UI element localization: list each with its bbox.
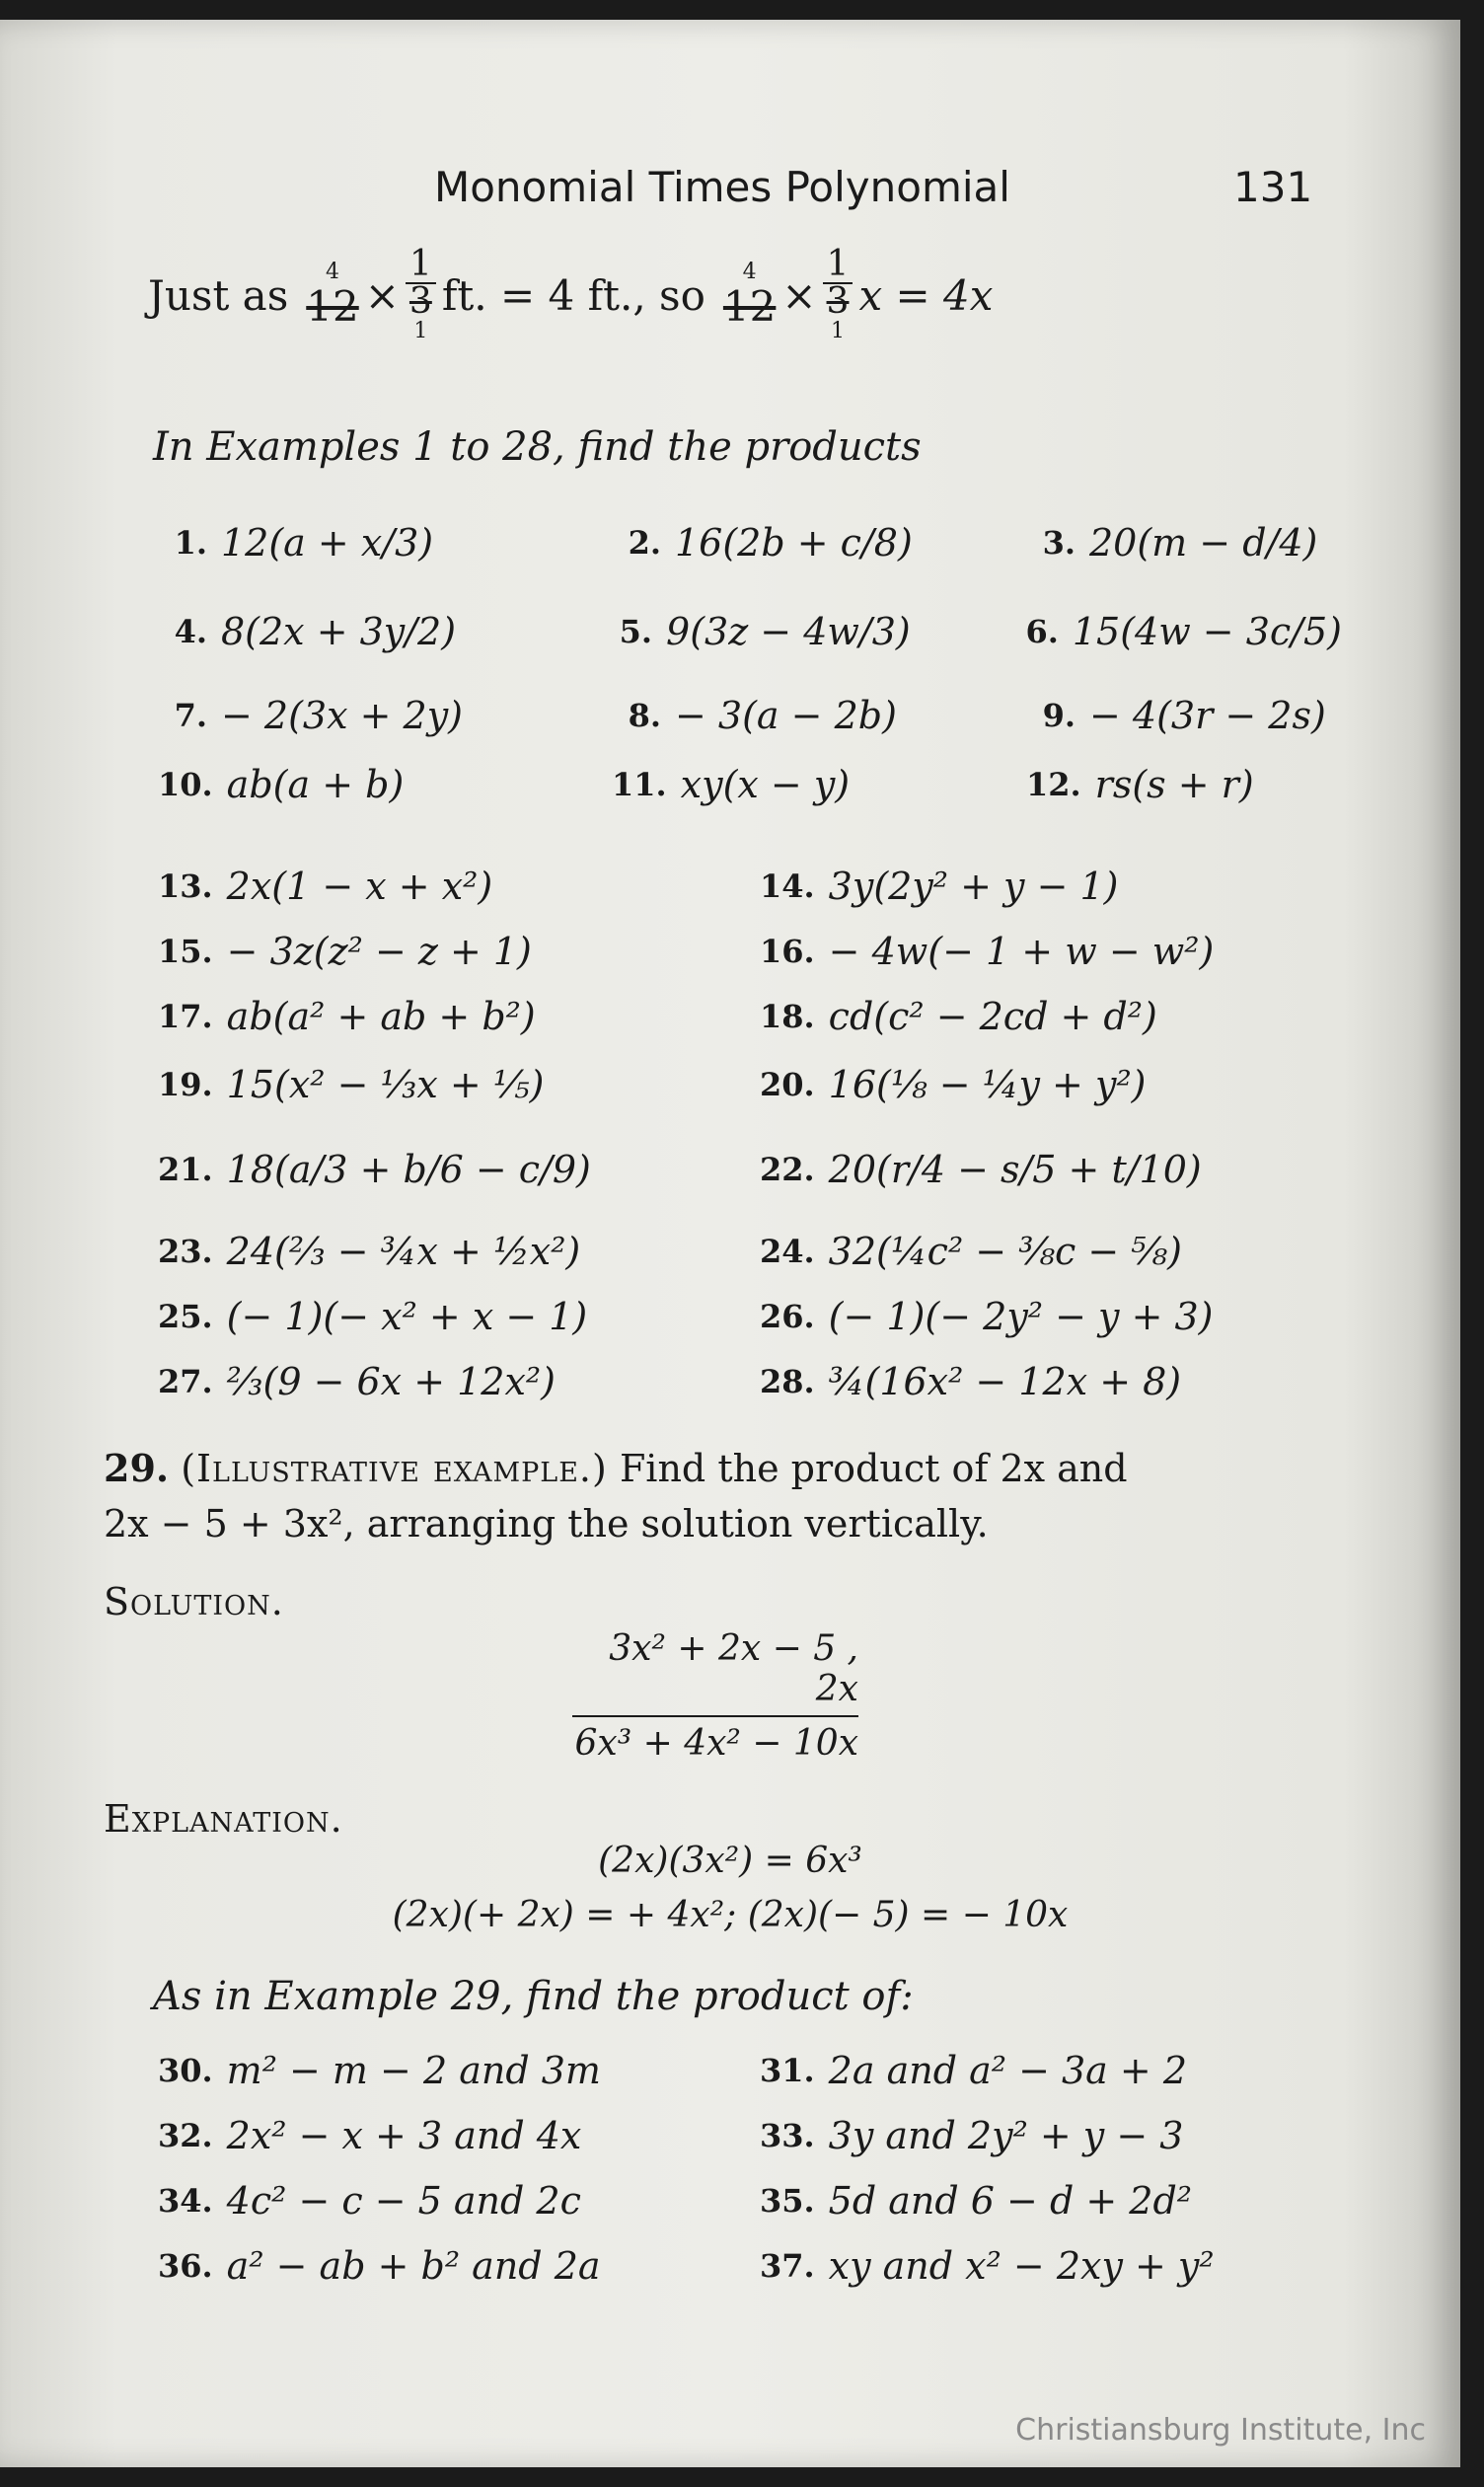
fraction-numerator: 1 bbox=[826, 244, 850, 284]
example-expression: 2x² − x + 3 and 4x bbox=[226, 2114, 582, 2157]
example-expression: 18(a/3 + b/6 − c/9) bbox=[226, 1148, 591, 1191]
page-title: Monomial Times Polynomial bbox=[434, 163, 1010, 211]
example-number: 32. bbox=[158, 2117, 213, 2154]
example-item bbox=[158, 2179, 760, 2223]
example-number: 27. bbox=[158, 1363, 213, 1400]
example-number: 14. bbox=[760, 867, 815, 905]
example-item bbox=[603, 610, 1009, 653]
example-number: 23. bbox=[158, 1233, 213, 1270]
right-whole: 12 bbox=[722, 282, 777, 332]
example-expression: rs(s + r) bbox=[1094, 763, 1254, 806]
example-expression: − 2(3x + 2y) bbox=[221, 694, 463, 737]
example-expression: xy and x² − 2xy + y² bbox=[828, 2244, 1215, 2288]
example-item bbox=[158, 2049, 760, 2092]
example-expression: 3y and 2y² + y − 3 bbox=[828, 2114, 1184, 2157]
example-item bbox=[158, 694, 612, 737]
illustrative-label: (Illustrative example.) bbox=[181, 1447, 608, 1490]
example-item bbox=[760, 2114, 1183, 2157]
example-expression: ab(a² + ab + b²) bbox=[226, 995, 536, 1038]
example-expression: 5d and 6 − d + 2d² bbox=[828, 2179, 1193, 2223]
example-item bbox=[760, 1148, 1202, 1191]
example-number: 31. bbox=[760, 2052, 815, 2089]
fraction-denominator: 3 bbox=[823, 282, 853, 320]
right-whole-reduced: 4 bbox=[742, 259, 757, 284]
example-item bbox=[158, 1063, 760, 1106]
vertical-solution bbox=[572, 1628, 858, 1764]
solution-line-2: 2x bbox=[815, 1669, 858, 1709]
example-item bbox=[760, 1230, 1182, 1273]
left-whole-stack bbox=[306, 261, 358, 330]
example-item bbox=[158, 1295, 760, 1338]
explanation-line-2: (2x)(+ 2x) = + 4x²; (2x)(− 5) = − 10x bbox=[392, 1895, 1069, 1935]
example-number: 3. bbox=[1042, 524, 1076, 562]
example-item bbox=[158, 865, 760, 908]
example-item bbox=[760, 930, 1214, 973]
example-number: 11. bbox=[612, 766, 667, 803]
example-number: 4. bbox=[174, 613, 207, 650]
example-number: 7. bbox=[174, 697, 207, 734]
example-item bbox=[158, 1230, 760, 1273]
example-expression: a² − ab + b² and 2a bbox=[226, 2244, 601, 2288]
example-expression: − 3z(z² − z + 1) bbox=[226, 930, 532, 973]
example-item bbox=[158, 995, 760, 1038]
example-number: 2. bbox=[628, 524, 661, 562]
left-fraction bbox=[406, 244, 436, 322]
example-expression: cd(c² − 2cd + d²) bbox=[828, 995, 1157, 1038]
intro-right-tail: x = 4x bbox=[858, 270, 994, 320]
example-item bbox=[158, 610, 603, 653]
example-number: 8. bbox=[628, 697, 661, 734]
example-item bbox=[158, 1360, 760, 1403]
example-item bbox=[760, 865, 1119, 908]
example-item bbox=[760, 2179, 1192, 2223]
intro-left-expression bbox=[306, 244, 705, 343]
example-number: 25. bbox=[158, 1298, 213, 1335]
example-29-line-1 bbox=[104, 1441, 1307, 1496]
example-number: 29. bbox=[104, 1446, 170, 1490]
right-den-reduced: 1 bbox=[831, 319, 845, 343]
right-fraction-stack bbox=[823, 244, 853, 343]
example-item bbox=[760, 2049, 1187, 2092]
example-item bbox=[760, 2244, 1215, 2288]
example-expression: m² − m − 2 and 3m bbox=[226, 2049, 601, 2092]
example-item bbox=[1026, 521, 1317, 565]
left-whole: 12 bbox=[306, 282, 359, 332]
example-expression: 12(a + x/3) bbox=[221, 521, 434, 565]
example-number: 10. bbox=[158, 766, 213, 803]
fraction-denominator: 3 bbox=[406, 282, 436, 320]
example-number: 20. bbox=[760, 1066, 815, 1103]
instruction-1: In Examples 1 to 28, find the products bbox=[153, 424, 922, 470]
example-expression: 9(3z − 4w/3) bbox=[666, 610, 911, 653]
example-number: 36. bbox=[158, 2247, 213, 2285]
example-number: 37. bbox=[760, 2247, 815, 2285]
example-item bbox=[158, 763, 612, 806]
example-number: 28. bbox=[760, 1363, 815, 1400]
example-item bbox=[612, 694, 1026, 737]
example-number: 17. bbox=[158, 998, 213, 1035]
example-expression: 2x(1 − x + x²) bbox=[226, 865, 493, 908]
example-expression: 16(⅛ − ¼y + y²) bbox=[828, 1063, 1147, 1106]
solution-heading bbox=[104, 1574, 1307, 1629]
example-item bbox=[1026, 694, 1326, 737]
example-expression: ab(a + b) bbox=[226, 763, 405, 806]
intro-lead: Just as bbox=[148, 270, 289, 320]
example-expression: xy(x − y) bbox=[680, 763, 851, 806]
example-item bbox=[158, 2114, 760, 2157]
example-number: 35. bbox=[760, 2182, 815, 2220]
example-item bbox=[760, 1063, 1147, 1106]
example-expression: 3y(2y² + y − 1) bbox=[828, 865, 1119, 908]
example-number: 24. bbox=[760, 1233, 815, 1270]
examples-30-37 bbox=[158, 2038, 1342, 2299]
example-expression: 15(x² − ⅓x + ⅕) bbox=[226, 1063, 545, 1106]
example-number: 30. bbox=[158, 2052, 213, 2089]
instruction-2: As in Example 29, find the product of: bbox=[153, 1974, 914, 2019]
intro-left-unit: ft. = 4 ft., so bbox=[441, 270, 705, 320]
solution-line-3: 6x³ + 4x² − 10x bbox=[572, 1715, 858, 1764]
example-expression: 20(m − d/4) bbox=[1089, 521, 1318, 565]
example-number: 33. bbox=[760, 2117, 815, 2154]
example-expression: − 3(a − 2b) bbox=[675, 694, 897, 737]
intro-right-expression bbox=[722, 244, 994, 343]
example-item bbox=[1026, 763, 1254, 806]
example-expression: 32(¼c² − ⅜c − ⅝) bbox=[828, 1230, 1182, 1273]
example-expression: (− 1)(− x² + x − 1) bbox=[226, 1295, 588, 1338]
example-expression: 8(2x + 3y/2) bbox=[221, 610, 457, 653]
example-item bbox=[158, 1148, 760, 1191]
running-header bbox=[0, 163, 1460, 222]
example-expression: − 4(3r − 2s) bbox=[1089, 694, 1326, 737]
example-expression: ⅔(9 − 6x + 12x²) bbox=[226, 1360, 556, 1403]
example-item bbox=[612, 763, 1026, 806]
right-whole-stack bbox=[723, 261, 776, 330]
example-expression: 20(r/4 − s/5 + t/10) bbox=[828, 1148, 1202, 1191]
explanation-label: Explanation. bbox=[104, 1797, 343, 1841]
example-item bbox=[158, 930, 760, 973]
example-number: 18. bbox=[760, 998, 815, 1035]
example-item bbox=[1009, 610, 1342, 653]
example-number: 34. bbox=[158, 2182, 213, 2220]
example-expression: 16(2b + c/8) bbox=[675, 521, 913, 565]
left-whole-reduced: 4 bbox=[325, 259, 339, 284]
example-29-line-2: 2x − 5 + 3x², arranging the solution vertically. bbox=[104, 1502, 989, 1545]
fraction-numerator: 1 bbox=[408, 244, 432, 284]
example-item bbox=[760, 1360, 1181, 1403]
example-number: 12. bbox=[1026, 766, 1081, 803]
example-number: 16. bbox=[760, 933, 815, 970]
example-item bbox=[760, 995, 1157, 1038]
explanation-heading bbox=[104, 1791, 1307, 1846]
intro-line bbox=[148, 244, 994, 343]
times-sign-2: × bbox=[781, 270, 817, 320]
watermark: Christiansburg Institute, Inc bbox=[1015, 2413, 1426, 2448]
example-number: 21. bbox=[158, 1151, 213, 1188]
example-expression: 2a and a² − 3a + 2 bbox=[828, 2049, 1188, 2092]
example-item bbox=[612, 521, 1026, 565]
right-fraction bbox=[823, 244, 853, 322]
example-item bbox=[158, 2244, 760, 2288]
example-item bbox=[158, 521, 612, 565]
examples-1-12 bbox=[158, 503, 1342, 819]
example-number: 22. bbox=[760, 1151, 815, 1188]
example-number: 6. bbox=[1025, 613, 1059, 650]
example-number: 26. bbox=[760, 1298, 815, 1335]
example-expression: (− 1)(− 2y² − y + 3) bbox=[828, 1295, 1214, 1338]
left-fraction-stack bbox=[406, 244, 436, 343]
example-number: 15. bbox=[158, 933, 213, 970]
page-number: 131 bbox=[1233, 163, 1313, 211]
left-den-reduced: 1 bbox=[413, 319, 428, 343]
example-item bbox=[760, 1295, 1214, 1338]
example-29-text-1: Find the product of 2x and bbox=[619, 1447, 1128, 1490]
example-29 bbox=[104, 1441, 1307, 1551]
examples-13-28 bbox=[158, 854, 1342, 1414]
solution-line-1: 3x² + 2x − 5 , bbox=[609, 1628, 858, 1669]
example-number: 13. bbox=[158, 867, 213, 905]
example-expression: − 4w(− 1 + w − w²) bbox=[828, 930, 1215, 973]
solution-label: Solution. bbox=[104, 1580, 284, 1623]
example-number: 19. bbox=[158, 1066, 213, 1103]
times-sign: × bbox=[364, 270, 400, 320]
example-expression: 15(4w − 3c/5) bbox=[1072, 610, 1342, 653]
example-number: 1. bbox=[174, 524, 207, 562]
example-expression: ¾(16x² − 12x + 8) bbox=[828, 1360, 1182, 1403]
example-number: 9. bbox=[1042, 697, 1076, 734]
explanation-line-1: (2x)(3x²) = 6x³ bbox=[598, 1841, 862, 1881]
example-expression: 4c² − c − 5 and 2c bbox=[226, 2179, 581, 2223]
example-number: 5. bbox=[619, 613, 653, 650]
example-expression: 24(⅔ − ¾x + ½x²) bbox=[226, 1230, 581, 1273]
book-page bbox=[0, 20, 1460, 2467]
